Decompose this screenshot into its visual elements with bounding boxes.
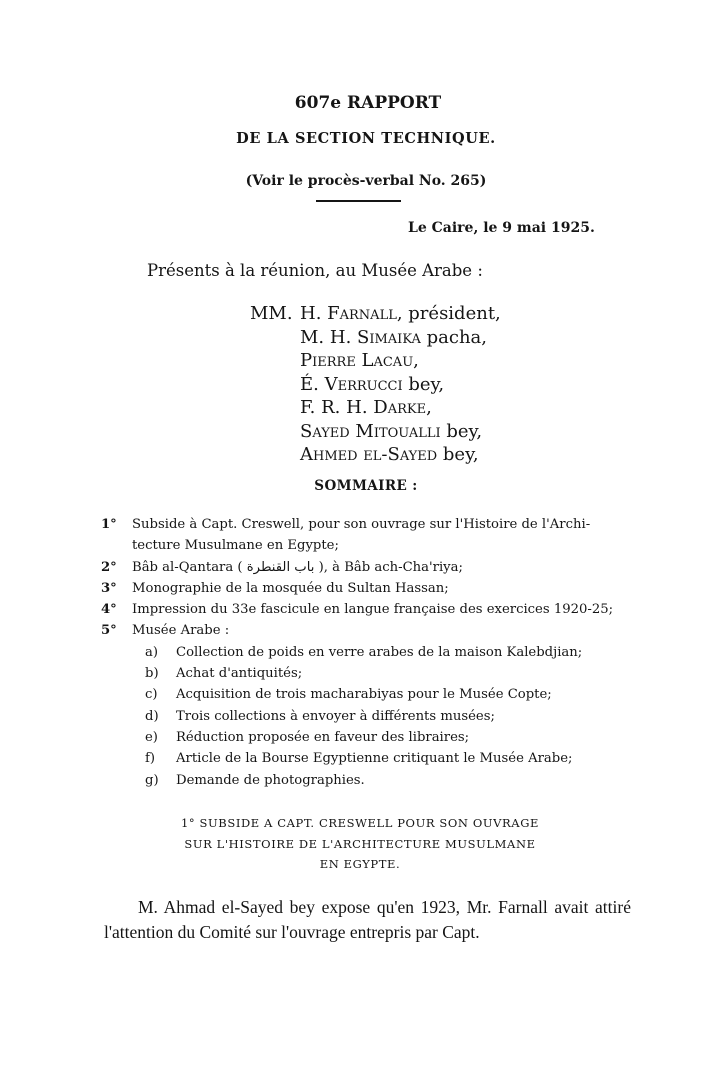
summary-item-text: Impression du 33e fascicule en langue française des exercices 1920-25;	[132, 602, 614, 618]
member-title: ,	[426, 397, 432, 418]
member-name: Ahmed el-Sayed	[300, 444, 438, 465]
subitem-letter: a)	[145, 644, 159, 660]
summary-item-continuation: tecture Musulmane en Egypte;	[132, 538, 339, 554]
member-title: , président,	[396, 303, 501, 324]
member-name: É. Verrucci	[300, 373, 403, 395]
report-subtitle: DE LA SECTION TECHNIQUE.	[236, 130, 496, 147]
member-row	[250, 302, 501, 326]
member-row	[250, 396, 501, 420]
summary-item	[101, 514, 701, 535]
summary-item-text-end: ), à Bâb ach-Cha'riya;	[318, 559, 463, 575]
summary-item-number: 1°	[101, 517, 117, 532]
subitem-text: Article de la Bourse Egyptienne critiquant le Musée Arabe;	[176, 751, 573, 767]
summary-item-number: 4°	[101, 602, 117, 618]
summary-subitem	[101, 663, 701, 684]
subitem-text: Collection de poids en verre arabes de la maison Kalebdjian;	[176, 644, 583, 660]
member-title: bey,	[437, 444, 479, 465]
member-row	[250, 373, 501, 397]
member-row	[250, 443, 501, 467]
summary-subitem	[101, 770, 701, 791]
summary-subitem	[101, 684, 701, 705]
subitem-text: Trois collections à envoyer à différents musées;	[176, 708, 495, 724]
members-prefix: MM.	[250, 303, 293, 324]
member-name: H. Farnall	[300, 303, 397, 324]
member-title: pacha,	[420, 326, 487, 348]
member-name: Pierre Lacau	[300, 350, 414, 371]
summary-heading: SOMMAIRE :	[314, 478, 418, 494]
summary-item	[101, 599, 701, 620]
subitem-letter: d)	[145, 708, 159, 724]
section-heading	[0, 813, 720, 875]
dateline: Le Caire, le 9 mai 1925.	[408, 220, 595, 236]
attendance-intro: Présents à la réunion, au Musée Arabe :	[147, 261, 483, 280]
member-name: M. H. Simaika	[300, 326, 421, 348]
member-title: bey,	[402, 373, 445, 395]
section-heading-line: EN EGYPTE.	[319, 857, 401, 871]
summary-subitem	[101, 727, 701, 748]
member-row	[250, 349, 501, 373]
subitem-text: Réduction proposée en faveur des libraires;	[176, 729, 470, 745]
minutes-reference: (Voir le procès-verbal No. 265)	[245, 173, 487, 189]
section-heading-line: 1° SUBSIDE A CAPT. CRESWELL POUR SON OUVRAGE	[181, 816, 539, 830]
summary-subitem	[101, 748, 701, 769]
member-title: bey,	[440, 420, 483, 442]
section-heading-line: SUR L'HISTOIRE DE L'ARCHITECTURE MUSULMANE	[184, 836, 536, 851]
summary-item-number: 2°	[101, 559, 117, 575]
summary-item-number: 3°	[101, 580, 117, 596]
summary-item	[101, 620, 701, 641]
member-name: F. R. H. Darke	[300, 397, 427, 418]
subitem-letter: e)	[145, 729, 158, 745]
subitem-letter: g)	[145, 772, 159, 788]
summary-item	[101, 557, 701, 578]
member-name: Sayed Mitoualli	[300, 420, 441, 442]
summary-subitem	[101, 706, 701, 727]
subitem-letter: b)	[145, 666, 159, 682]
report-title: 607e RAPPORT	[294, 93, 442, 113]
subitem-text: Achat d'antiquités;	[176, 666, 303, 682]
subitem-text: Demande de photographies.	[176, 772, 365, 788]
subitem-letter: f)	[145, 751, 156, 767]
member-row	[250, 326, 501, 350]
members-list	[250, 302, 501, 467]
summary-item-text: Musée Arabe :	[132, 623, 230, 639]
body-paragraph: M. Ahmad el-Sayed bey expose qu'en 1923, Mr. Farnall avait attiré l'attention du Comité sur l'ouvrage entrepris par Capt.	[104, 897, 631, 942]
divider-rule	[316, 200, 401, 202]
summary-list	[101, 514, 701, 791]
summary-subitem	[101, 642, 701, 663]
arabic-name: باب القنطرة	[246, 559, 315, 575]
summary-item-number: 5°	[101, 623, 117, 639]
summary-item-text: Subside à Capt. Creswell, pour son ouvrage sur l'Histoire de l'Archi-	[132, 517, 591, 532]
subitem-text: Acquisition de trois macharabiyas pour le Musée Copte;	[176, 687, 552, 703]
summary-item	[101, 578, 701, 599]
summary-item-text: Bâb al-Qantara (	[132, 559, 243, 575]
summary-item-text: Monographie de la mosquée du Sultan Hassan;	[132, 580, 449, 596]
member-title: ,	[413, 350, 419, 371]
subitem-letter: c)	[145, 687, 158, 703]
member-row	[250, 420, 501, 444]
